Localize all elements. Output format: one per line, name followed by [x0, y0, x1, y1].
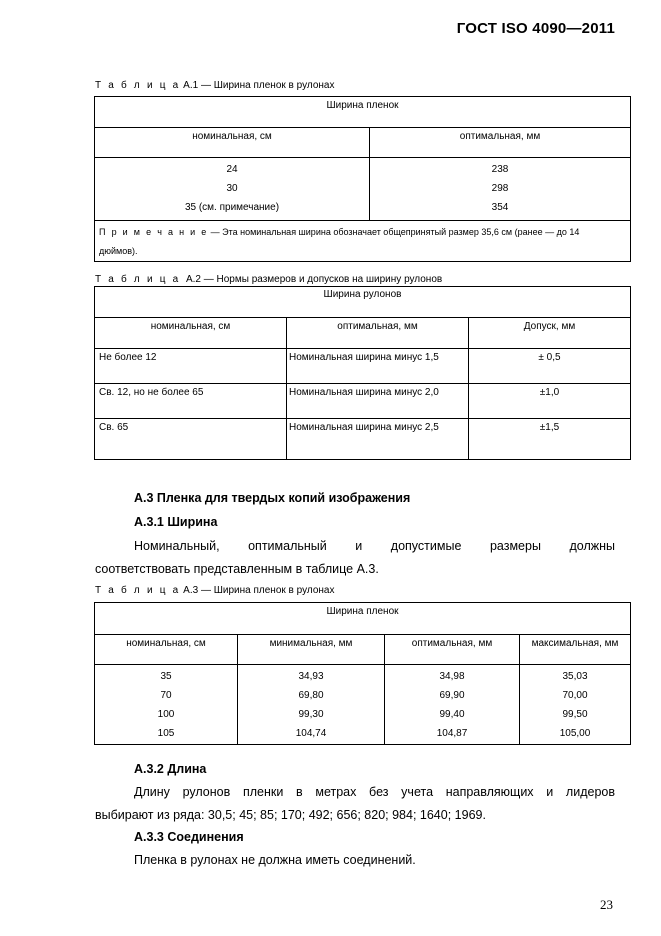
table-row	[95, 349, 631, 384]
table3-col-header-maximal: максимальная, мм	[520, 635, 631, 665]
table2-col-header-optimal: оптимальная, мм	[287, 318, 469, 349]
word: допустимые	[390, 539, 462, 553]
table2-cell: ±1,5	[469, 419, 631, 460]
section-a32-line1: Длину рулонов пленки в метрах без учета направляющих и лидеров	[134, 785, 615, 799]
table3-caption-prefix: Т а б л и ц а	[95, 585, 181, 596]
table3-cell: 69,80	[298, 690, 324, 701]
table1-note-text-cont: дюймов).	[99, 246, 138, 256]
table3-cell: 99,30	[298, 709, 324, 720]
table1-cell: 30	[226, 183, 238, 194]
table1-col-header-optimal: оптимальная, мм	[370, 128, 631, 158]
section-a33-heading: А.3.3 Соединения	[134, 830, 244, 844]
table2-cell: ±1,0	[469, 384, 631, 419]
table3-cell: 105	[157, 728, 175, 739]
table1-cell: 238	[491, 164, 509, 175]
word: и	[355, 539, 363, 553]
table-row	[95, 384, 631, 419]
table3-col-optimal-values	[385, 665, 520, 745]
table2-cell: Номинальная ширина минус 1,5	[287, 349, 469, 384]
section-a33-line1: Пленка в рулонах не должна иметь соединений.	[134, 853, 416, 867]
table3-cell: 99,40	[439, 709, 465, 720]
table3-cell: 34,93	[298, 671, 324, 682]
table3-cell: 99,50	[562, 709, 588, 720]
word: должны	[569, 539, 615, 553]
table2-cell: Не более 12	[95, 349, 287, 384]
section-a32-heading: А.3.2 Длина	[134, 762, 207, 776]
table-row	[95, 419, 631, 460]
table1	[94, 96, 631, 262]
table2-col-header-tolerance: Допуск, мм	[469, 318, 631, 349]
table1-col-header-nominal: номинальная, см	[95, 128, 370, 158]
table2-caption-prefix: Т а б л и ц а	[95, 274, 181, 285]
table2-cell: Св. 12, но не более 65	[95, 384, 287, 419]
table1-col-optimal-values	[370, 158, 631, 221]
table3-cell: 104,87	[436, 728, 468, 739]
word: оптимальный	[248, 539, 327, 553]
table3-cell: 35,03	[562, 671, 588, 682]
table1-cell: 354	[491, 202, 509, 213]
table3-group-header: Ширина пленок	[95, 603, 631, 635]
table3-col-minimal-values	[238, 665, 385, 745]
table3-caption	[95, 585, 334, 596]
table1-caption	[95, 80, 334, 91]
table3-cell: 70	[160, 690, 172, 701]
table3-cell: 100	[157, 709, 175, 720]
page-number: 23	[600, 897, 613, 912]
table1-cell: 24	[226, 164, 238, 175]
table2-group-header: Ширина рулонов	[95, 287, 631, 318]
table3-col-header-minimal: минимальная, мм	[238, 635, 385, 665]
table2-cell: Номинальная ширина минус 2,5	[287, 419, 469, 460]
table3-cell: 70,00	[562, 690, 588, 701]
table2-cell: ± 0,5	[469, 349, 631, 384]
table2-col-header-nominal: номинальная, см	[95, 318, 287, 349]
table1-note-text: — Эта номинальная ширина обозначает общепринятый размер 35,6 см (ранее — до 14	[208, 227, 580, 237]
table1-group-header: Ширина пленок	[95, 97, 631, 128]
table1-cell: 35 (см. примечание)	[184, 202, 280, 213]
table2-cell: Номинальная ширина минус 2,0	[287, 384, 469, 419]
table3-caption-title: А.3 — Ширина пленок в рулонах	[180, 585, 335, 596]
table2	[94, 286, 631, 460]
table3-cell: 69,90	[439, 690, 465, 701]
table2-cell: Св. 65	[95, 419, 287, 460]
section-a32-line2: выбирают из ряда: 30,5; 45; 85; 170; 492; 656; 820; 984; 1640; 1969.	[95, 808, 486, 822]
table1-caption-prefix: Т а б л и ц а	[95, 80, 181, 91]
table3-cell: 105,00	[559, 728, 591, 739]
table2-caption	[95, 274, 442, 285]
section-a31-heading: А.3.1 Ширина	[134, 515, 218, 529]
table3-cell: 104,74	[295, 728, 327, 739]
table3-col-header-optimal: оптимальная, мм	[385, 635, 520, 665]
section-a31-line2: соответствовать представленным в таблице А.3.	[95, 562, 379, 576]
table1-note-prefix: П р и м е ч а н и е	[99, 227, 209, 237]
word: Номинальный,	[134, 539, 220, 553]
word: размеры	[489, 539, 541, 553]
table1-note	[95, 221, 631, 262]
table3-cell: 34,98	[439, 671, 465, 682]
table3-cell: 35	[160, 671, 172, 682]
table1-col-nominal-values	[95, 158, 370, 221]
table3-col-nominal-values	[95, 665, 238, 745]
section-a31-line1	[134, 535, 615, 558]
table1-caption-title: А.1 — Ширина пленок в рулонах	[180, 80, 335, 91]
table3	[94, 602, 631, 745]
table3-col-header-nominal: номинальная, см	[95, 635, 238, 665]
table3-col-maximal-values	[520, 665, 631, 745]
table2-caption-title: А.2 — Нормы размеров и допусков на ширину рулонов	[180, 274, 443, 285]
table1-cell: 298	[491, 183, 509, 194]
document-header-title: ГОСТ ISO 4090—2011	[456, 20, 615, 37]
section-a3-heading: А.3 Пленка для твердых копий изображения	[134, 491, 411, 505]
